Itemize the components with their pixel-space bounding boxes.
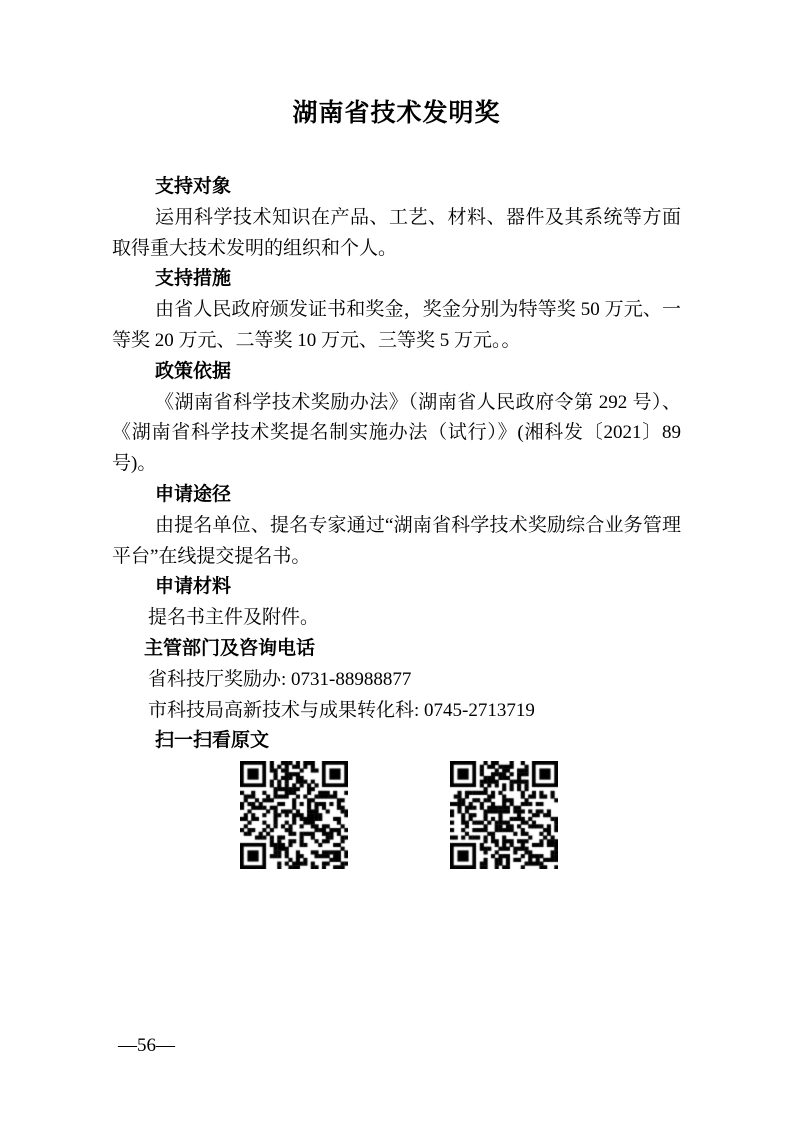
page-number: —56— bbox=[118, 1035, 175, 1056]
section-heading: 扫一扫看原文 bbox=[155, 730, 270, 752]
section-contact-info bbox=[112, 634, 681, 726]
section-policy-basis bbox=[112, 357, 681, 480]
section-body: 由提名单位、提名专家通过“湖南省科学技术奖励综合业务管理平台”在线提交提名书。 bbox=[112, 514, 681, 567]
section-body: 《湖南省科学技术奖励办法》（湖南省人民政府令第 292 号）、《湖南省科学技术奖提名制实施办法（试行）》(湘科发〔2021〕89 号)。 bbox=[112, 391, 681, 475]
doc-title: 湖南省技术发明奖 bbox=[292, 100, 501, 127]
document-content bbox=[112, 0, 681, 869]
contact-line-city: 市科技局高新技术与成果转化科: 0745-2713719 bbox=[148, 699, 535, 721]
section-body: 运用科学技术知识在产品、工艺、材料、器件及其系统等方面取得重大技术发明的组织和个人。 bbox=[112, 206, 681, 259]
contact-line-province: 省科技厅奖励办: 0731-88988877 bbox=[148, 668, 412, 690]
sections bbox=[112, 172, 681, 869]
section-body: 提名书主件及附件。 bbox=[148, 607, 320, 629]
section-application-materials bbox=[112, 572, 681, 634]
section-application-channel bbox=[112, 480, 681, 572]
section-heading: 支持对象 bbox=[155, 176, 232, 197]
section-heading: 政策依据 bbox=[155, 360, 232, 382]
section-heading: 支持措施 bbox=[155, 268, 232, 290]
qr-code-right bbox=[450, 761, 558, 869]
section-scan-original bbox=[112, 726, 681, 869]
qr-code-left bbox=[240, 761, 348, 869]
section-heading: 主管部门及咨询电话 bbox=[144, 637, 316, 659]
section-support-target bbox=[112, 172, 681, 264]
section-heading: 申请途径 bbox=[155, 483, 232, 505]
qr-code-row bbox=[112, 761, 681, 869]
section-body: 由省人民政府颁发证书和奖金，奖金分别为特等奖 50 万元、一等奖 20 万元、二等奖 10 万元、三等奖 5 万元。。 bbox=[112, 299, 681, 351]
section-heading: 申请材料 bbox=[155, 576, 232, 598]
section-support-measures bbox=[112, 264, 681, 356]
